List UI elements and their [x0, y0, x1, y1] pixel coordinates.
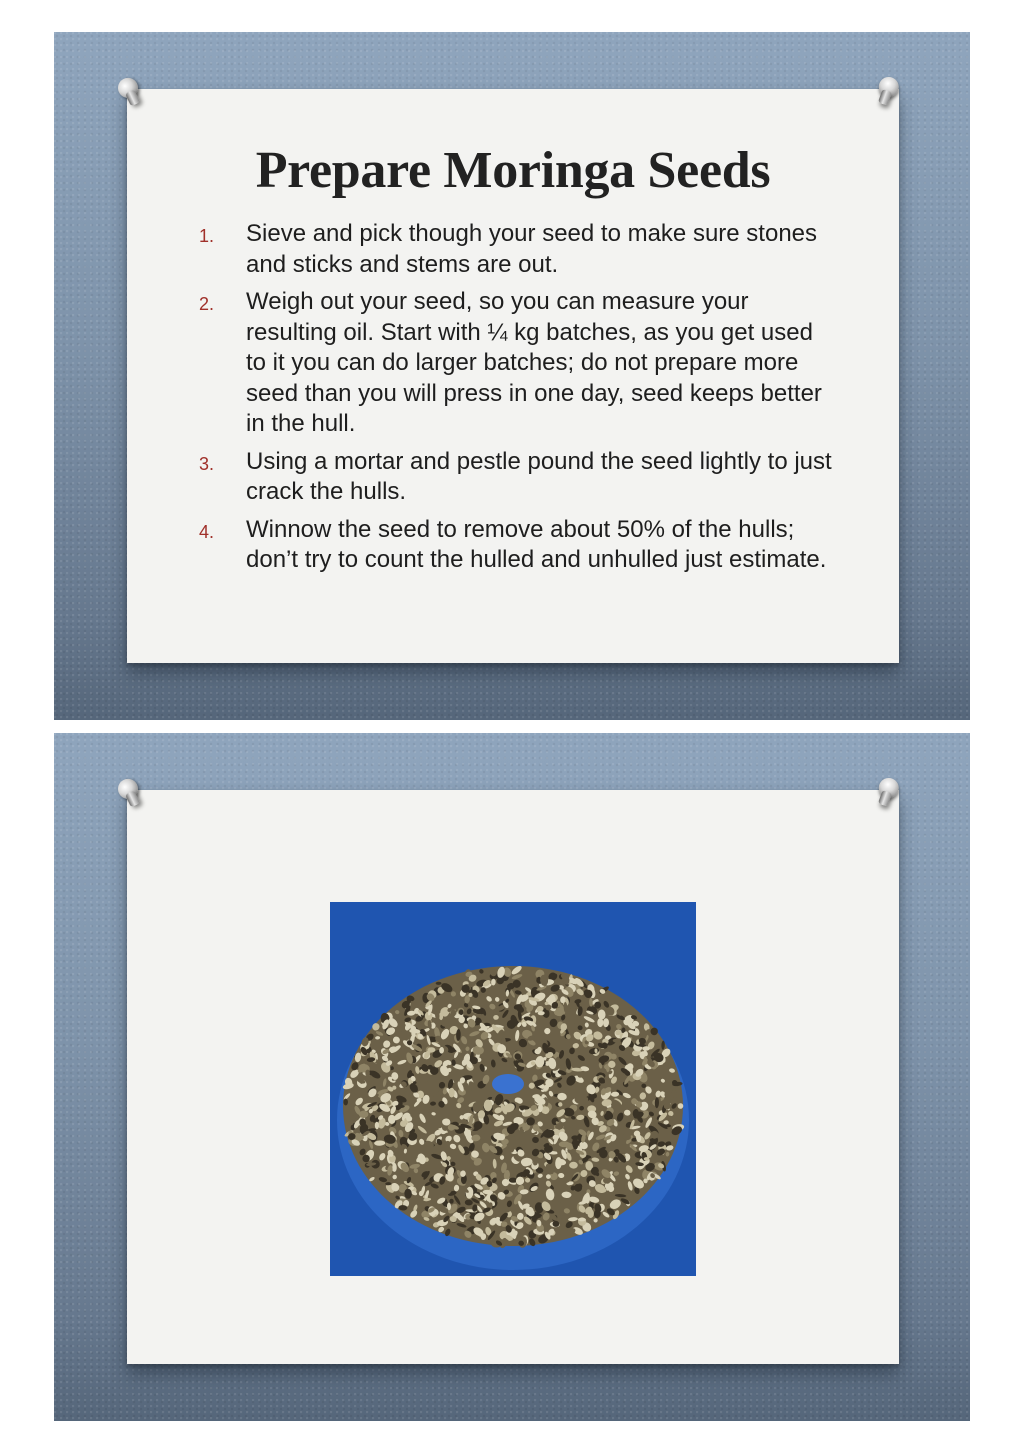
slide-2: [54, 733, 970, 1421]
step-item: [199, 219, 839, 280]
step-text: Sieve and pick though your seed to make sure stones and sticks and stems are out.: [246, 220, 818, 278]
slide-card: [127, 89, 899, 663]
step-item: [199, 447, 839, 508]
step-number: 3.: [199, 453, 215, 474]
step-item: [199, 287, 839, 440]
slide-1: [54, 32, 970, 720]
step-item: [199, 515, 839, 576]
seed-photo: [330, 902, 696, 1276]
step-number: 2.: [199, 294, 215, 314]
steps-list: [199, 219, 839, 583]
slide-card: [127, 790, 899, 1364]
step-number: 1.: [199, 226, 215, 246]
slide-title: Prepare Moringa Seeds: [255, 142, 771, 199]
step-text: Winnow the seed to remove about 50% of the hulls; don’t try to count the hulled and unhulled just estimate.: [246, 515, 827, 573]
step-number: 4.: [199, 521, 215, 542]
step-text: Using a mortar and pestle pound the seed lightly to just crack the hulls.: [246, 447, 832, 505]
step-text: Weigh out your seed, so you can measure your resulting oil. Start with ¼ kg batches, as you get used to it you can do larger batches; do not prepare more seed than you will press in one day, seed keeps better in the hull.: [246, 288, 822, 437]
seed-pile-image: [330, 902, 696, 1276]
